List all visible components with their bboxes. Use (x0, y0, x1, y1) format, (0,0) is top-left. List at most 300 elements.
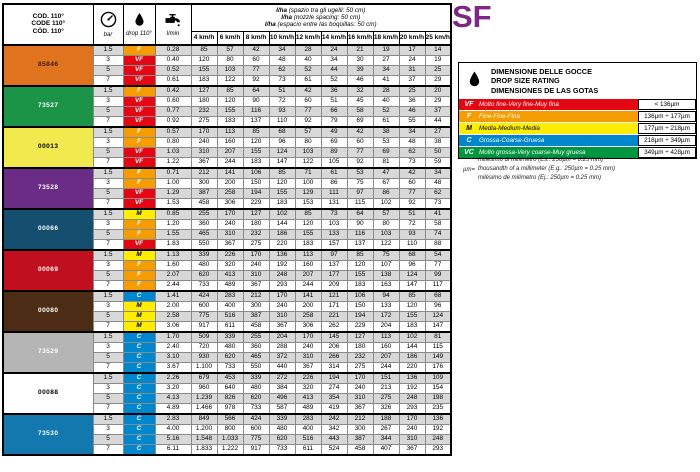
lha-value-cell: 14 (425, 45, 451, 56)
pressure-bar-cell: 5 (93, 230, 123, 240)
nozzle-code-cell: 73529 (3, 332, 93, 373)
lha-value-cell: 19 (373, 45, 399, 56)
lha-value-cell: 1.833 (191, 445, 217, 456)
lha-value-cell: 1.100 (191, 363, 217, 374)
speed-column-header: 10 km/h (269, 32, 295, 46)
lha-value-cell: 94 (373, 291, 399, 302)
lha-value-cell: 19 (425, 56, 451, 66)
lha-value-cell: 25 (399, 86, 425, 97)
lha-value-cell: 339 (217, 332, 243, 343)
lha-value-cell: 509 (191, 332, 217, 343)
lha-value-cell: 258 (295, 312, 321, 322)
lha-value-cell: 240 (217, 220, 243, 230)
lha-value-cell: 372 (269, 353, 295, 363)
lha-value-cell: 120 (295, 220, 321, 230)
lha-value-cell: 194 (243, 189, 269, 199)
lha-value-cell: 360 (243, 343, 269, 353)
flow-lmin-cell: 1.41 (155, 291, 191, 302)
lha-value-cell: 53 (347, 168, 373, 179)
table-row (3, 332, 451, 343)
lha-value-cell: 232 (191, 107, 217, 117)
lha-value-cell: 620 (269, 435, 295, 445)
lha-value-cell: 57 (373, 209, 399, 220)
drop-rating-cell: F (123, 281, 155, 292)
lha-value-cell: 96 (399, 261, 425, 271)
drop-rating-cell: F (123, 230, 155, 240)
lha-value-cell: 115 (347, 199, 373, 210)
lha-value-cell: 93 (269, 107, 295, 117)
table-row (3, 86, 451, 97)
lha-value-cell: 57 (295, 127, 321, 138)
lha-value-cell: 232 (347, 353, 373, 363)
lha-value-cell: 244 (295, 281, 321, 292)
legend-rows (459, 98, 696, 158)
lha-value-cell: 272 (269, 373, 295, 384)
flow-column-header (155, 4, 191, 45)
lha-value-cell: 61 (295, 76, 321, 87)
drop-rating-cell: C (123, 363, 155, 374)
lha-value-cell: 255 (191, 209, 217, 220)
flow-lmin-cell: 0.92 (155, 117, 191, 128)
lha-value-cell: 458 (191, 199, 217, 210)
lha-value-cell: 207 (217, 148, 243, 158)
lha-value-cell: 24 (399, 56, 425, 66)
lha-value-cell: 27 (425, 127, 451, 138)
lha-value-cell: 170 (191, 127, 217, 138)
lha-value-cell: 61 (321, 168, 347, 179)
flow-lmin-cell: 1.70 (155, 332, 191, 343)
drop-rating-cell: VF (123, 199, 155, 210)
lha-value-cell: 42 (347, 127, 373, 138)
lha-value-cell: 127 (243, 209, 269, 220)
water-drop-icon (467, 70, 482, 93)
lha-value-cell: 124 (269, 148, 295, 158)
flow-lmin-cell: 0.80 (155, 138, 191, 148)
lha-value-cell: 310 (269, 312, 295, 322)
lha-value-cell: 59 (425, 158, 451, 169)
lha-value-cell: 314 (321, 363, 347, 374)
lha-value-cell: 275 (347, 363, 373, 374)
lha-value-cell: 102 (269, 209, 295, 220)
drop-size-code: M (466, 125, 472, 133)
drop-size-label: Fine-Fine-Fina (479, 113, 520, 121)
lha-value-cell: 240 (295, 343, 321, 353)
lha-value-cell: 207 (373, 353, 399, 363)
lha-value-cell: 326 (373, 404, 399, 415)
lha-value-cell: 60 (347, 138, 373, 148)
nozzle-code-cell: 00069 (3, 250, 93, 291)
pressure-bar-cell: 7 (93, 76, 123, 87)
pressure-gauge-icon (100, 23, 117, 30)
legend-title-line: DIMENSIONES DE LAS GOTAS (491, 85, 599, 95)
drop-size-label: Molto grossa-Very coarse-Muy gruesa (479, 149, 586, 157)
lha-value-cell: 240 (399, 425, 425, 435)
speed-column-header: 25 km/h (425, 32, 451, 46)
lha-value-cell: 36 (399, 97, 425, 107)
lha-value-cell: 775 (243, 435, 269, 445)
lha-value-cell: 849 (191, 414, 217, 425)
pressure-bar-cell: 3 (93, 343, 123, 353)
lha-value-cell: 147 (269, 158, 295, 169)
lha-value-cell: 600 (243, 425, 269, 435)
pressure-bar-cell: 7 (93, 404, 123, 415)
lha-value-cell: 138 (373, 271, 399, 281)
lha-value-cell: 930 (191, 353, 217, 363)
lha-value-cell: 77 (243, 66, 269, 76)
speed-column-header: 14 km/h (321, 32, 347, 46)
lha-value-cell: 248 (399, 394, 425, 404)
drop-rating-cell: F (123, 138, 155, 148)
lha-value-cell: 58 (425, 220, 451, 230)
table-row (3, 373, 451, 384)
lha-value-cell: 79 (321, 117, 347, 128)
flow-lmin-cell: 3.67 (155, 363, 191, 374)
lha-value-cell: 34 (373, 66, 399, 76)
lha-value-cell: 226 (295, 373, 321, 384)
lha-value-cell: 516 (217, 312, 243, 322)
pressure-bar-cell: 3 (93, 179, 123, 189)
lha-value-cell: 194 (347, 312, 373, 322)
lha-value-cell: 66 (321, 107, 347, 117)
code-header-line: CÓD. 110° (32, 27, 64, 35)
pressure-bar-cell: 3 (93, 261, 123, 271)
lha-value-cell: 1.033 (217, 435, 243, 445)
lha-value-cell: 300 (243, 302, 269, 312)
lha-value-cell: 826 (217, 394, 243, 404)
lha-value-cell: 192 (399, 384, 425, 394)
lha-value-cell: 73 (425, 199, 451, 210)
lha-value-cell: 155 (191, 66, 217, 76)
legend-title (459, 63, 696, 98)
lha-value-cell: 1.466 (191, 404, 217, 415)
flow-lmin-cell: 4.00 (155, 425, 191, 435)
lha-value-cell: 465 (191, 230, 217, 240)
drop-rating-cell: VF (123, 97, 155, 107)
lha-value-cell: 61 (373, 117, 399, 128)
lha-value-cell: 149 (425, 353, 451, 363)
lha-value-cell: 69 (347, 117, 373, 128)
lha-value-cell: 141 (295, 291, 321, 302)
lha-value-cell: 489 (217, 281, 243, 292)
lha-value-cell: 640 (217, 384, 243, 394)
lha-value-cell: 226 (217, 250, 243, 261)
lha-header-line: l/ha (spazio tra gli ugelli: 50 cm) (276, 6, 366, 14)
speed-column-header: 18 km/h (373, 32, 399, 46)
lha-value-cell: 32 (347, 86, 373, 97)
lha-value-cell: 155 (269, 189, 295, 199)
lha-value-cell: 283 (217, 291, 243, 302)
lha-value-cell: 775 (191, 312, 217, 322)
lha-value-cell: 248 (269, 271, 295, 281)
lha-value-cell: 258 (217, 189, 243, 199)
lha-value-cell: 69 (321, 138, 347, 148)
lha-value-cell: 97 (321, 250, 347, 261)
lha-value-cell: 28 (295, 45, 321, 56)
pressure-bar-cell: 7 (93, 158, 123, 169)
lha-value-cell: 120 (347, 261, 373, 271)
lha-value-cell: 440 (269, 363, 295, 374)
drop-size-row (459, 98, 696, 110)
lha-value-cell: 96 (269, 138, 295, 148)
pressure-bar-cell: 3 (93, 384, 123, 394)
lha-value-cell: 339 (191, 250, 217, 261)
lha-value-cell: 183 (243, 158, 269, 169)
lha-value-cell: 113 (217, 127, 243, 138)
lha-value-cell: 58 (347, 107, 373, 117)
lha-value-cell: 1.239 (191, 394, 217, 404)
drop-size-range: < 136µm (638, 99, 696, 110)
nozzle-table-body (3, 45, 451, 455)
lha-value-cell: 41 (373, 76, 399, 87)
lha-value-cell: 221 (321, 312, 347, 322)
lha-value-cell: 566 (217, 414, 243, 425)
lha-value-cell: 73 (269, 76, 295, 87)
lha-value-cell: 248 (425, 435, 451, 445)
lha-value-cell: 293 (269, 281, 295, 292)
drop-rating-cell: C (123, 404, 155, 415)
drop-size-code: C (466, 137, 472, 145)
lha-value-cell: 145 (321, 332, 347, 343)
lha-value-cell: 220 (269, 240, 295, 251)
lha-value-cell: 116 (243, 107, 269, 117)
lha-value-cell: 72 (399, 220, 425, 230)
lha-value-cell: 80 (295, 138, 321, 148)
table-row (3, 291, 451, 302)
lha-value-cell: 155 (347, 271, 373, 281)
lha-value-cell: 127 (347, 332, 373, 343)
lha-value-cell: 204 (269, 332, 295, 343)
pressure-bar-cell: 5 (93, 66, 123, 76)
lha-value-cell: 180 (347, 343, 373, 353)
lha-value-cell: 34 (269, 45, 295, 56)
pressure-bar-cell: 5 (93, 312, 123, 322)
lha-value-cell: 213 (373, 384, 399, 394)
lha-value-cell: 275 (243, 240, 269, 251)
lha-value-cell: 110 (399, 240, 425, 251)
lha-header-line: l/ha (nozzle spacing: 50 cm) (281, 13, 361, 21)
nozzle-flow-table (2, 3, 452, 456)
lha-value-cell: 413 (217, 271, 243, 281)
lha-value-cell: 24 (321, 45, 347, 56)
lha-value-cell: 550 (243, 363, 269, 374)
lha-value-cell: 240 (347, 384, 373, 394)
flow-lmin-cell: 5.16 (155, 435, 191, 445)
flow-lmin-cell: 0.28 (155, 45, 191, 56)
drop-size-label: Molto fine-Very fine-Muy fina (479, 101, 559, 109)
pressure-bar-cell: 5 (93, 353, 123, 363)
lha-value-cell: 170 (347, 373, 373, 384)
lha-value-cell: 300 (347, 425, 373, 435)
lha-value-cell: 64 (347, 209, 373, 220)
lha-value-cell: 92 (399, 199, 425, 210)
lha-value-cell: 144 (269, 220, 295, 230)
lha-value-cell: 85 (399, 291, 425, 302)
lha-value-cell: 960 (191, 384, 217, 394)
lha-value-cell: 310 (295, 353, 321, 363)
lha-value-cell: 41 (425, 209, 451, 220)
lha-value-cell: 113 (373, 332, 399, 343)
drop-rating-cell: F (123, 127, 155, 138)
lha-value-cell: 274 (321, 384, 347, 394)
drop-rating-cell: M (123, 312, 155, 322)
lha-value-cell: 17 (399, 45, 425, 56)
lha-value-cell: 34 (425, 168, 451, 179)
lha-value-cell: 127 (191, 86, 217, 97)
lha-value-cell: 620 (191, 271, 217, 281)
speed-column-header: 16 km/h (347, 32, 373, 46)
lha-value-cell: 206 (321, 343, 347, 353)
drop-size-range: 218µm ÷ 349µm (638, 135, 696, 146)
table-row (3, 209, 451, 220)
lha-value-cell: 144 (399, 343, 425, 353)
lha-value-cell: 917 (243, 445, 269, 456)
lha-value-cell: 86 (373, 189, 399, 199)
lha-value-cell: 320 (295, 384, 321, 394)
lha-value-cell: 367 (399, 445, 425, 456)
flow-lmin-cell: 1.60 (155, 261, 191, 271)
lha-value-cell: 85 (243, 127, 269, 138)
nozzle-code-cell: 00066 (3, 209, 93, 250)
drop-size-code: VC (464, 149, 474, 157)
lha-value-cell: 387 (191, 189, 217, 199)
drop-rating-cell: VF (123, 66, 155, 76)
lha-value-cell: 75 (373, 250, 399, 261)
lha-value-cell: 186 (399, 353, 425, 363)
lha-value-cell: 133 (321, 230, 347, 240)
lha-value-cell: 620 (217, 353, 243, 363)
flow-lmin-cell: 3.06 (155, 322, 191, 333)
pressure-bar-cell: 5 (93, 107, 123, 117)
drop-size-code: VF (464, 101, 474, 109)
lha-value-cell: 36 (321, 86, 347, 97)
lha-value-cell: 200 (295, 302, 321, 312)
lha-value-cell: 170 (243, 250, 269, 261)
lha-value-cell: 413 (295, 394, 321, 404)
lha-value-cell: 37 (399, 76, 425, 87)
lha-value-cell: 75 (347, 179, 373, 189)
pressure-column-header (93, 4, 123, 45)
drop-size-legend (458, 62, 697, 159)
lha-value-cell: 109 (425, 373, 451, 384)
lha-value-cell: 40 (295, 56, 321, 66)
lha-value-cell: 160 (217, 138, 243, 148)
drop-rating-cell: C (123, 384, 155, 394)
flow-lmin-cell: 0.77 (155, 107, 191, 117)
lha-value-cell: 136 (425, 414, 451, 425)
lha-value-cell: 339 (269, 414, 295, 425)
pressure-bar-cell: 3 (93, 220, 123, 230)
lha-value-cell: 180 (191, 97, 217, 107)
lha-value-cell: 192 (269, 261, 295, 271)
drop-size-label: Media-Medium-Media (479, 125, 540, 133)
flow-lmin-cell: 4.89 (155, 404, 191, 415)
lha-value-cell: 62 (269, 66, 295, 76)
lha-value-cell: 480 (243, 384, 269, 394)
lha-value-cell: 85 (295, 209, 321, 220)
flow-lmin-cell: 1.29 (155, 189, 191, 199)
nozzle-code-cell: 00080 (3, 291, 93, 332)
lha-value-cell: 275 (191, 117, 217, 128)
drop-size-code: F (466, 113, 472, 121)
flow-lmin-cell: 2.58 (155, 312, 191, 322)
pressure-bar-cell: 5 (93, 148, 123, 158)
nozzle-code-cell: 00013 (3, 127, 93, 168)
lha-value-cell: 288 (269, 343, 295, 353)
lha-value-cell: 266 (321, 353, 347, 363)
lha-value-cell: 360 (191, 220, 217, 230)
lha-value-cell: 480 (191, 261, 217, 271)
lha-value-cell: 120 (269, 179, 295, 189)
lha-value-cell: 49 (321, 127, 347, 138)
lha-value-cell: 67 (373, 179, 399, 189)
drop-rating-cell: F (123, 45, 155, 56)
lha-value-cell: 74 (425, 230, 451, 240)
lha-value-cell: 133 (373, 302, 399, 312)
lha-value-cell: 733 (269, 445, 295, 456)
lha-value-cell: 1.222 (217, 445, 243, 456)
lha-value-cell: 387 (243, 312, 269, 322)
sf-logo: SF (452, 0, 492, 34)
flow-lmin-cell: 0.52 (155, 66, 191, 76)
lha-group-header (191, 4, 451, 32)
drop-rating-cell: VF (123, 240, 155, 251)
lha-value-cell: 367 (217, 240, 243, 251)
lha-value-cell: 90 (243, 97, 269, 107)
lha-value-cell: 47 (373, 168, 399, 179)
pressure-bar-cell: 7 (93, 322, 123, 333)
flow-lmin-cell: 0.42 (155, 86, 191, 97)
lha-value-cell: 68 (399, 250, 425, 261)
speed-column-header: 6 km/h (217, 32, 243, 46)
drop-size-range: 349µm ÷ 428µm (638, 147, 696, 158)
lha-value-cell: 96 (425, 302, 451, 312)
lha-value-cell: 64 (243, 86, 269, 97)
lha-value-cell: 212 (243, 291, 269, 302)
code-header-line: COD. 110° (32, 12, 64, 20)
drop-rating-cell: M (123, 250, 155, 261)
lha-value-cell: 81 (373, 158, 399, 169)
lha-value-cell: 99 (425, 271, 451, 281)
pressure-bar-cell: 5 (93, 189, 123, 199)
lha-value-cell: 424 (191, 291, 217, 302)
drop-rating-cell: F (123, 261, 155, 271)
lha-value-cell: 48 (425, 179, 451, 189)
lha-value-cell: 183 (347, 281, 373, 292)
lha-value-cell: 117 (425, 281, 451, 292)
flow-lmin-cell: 3.10 (155, 353, 191, 363)
lha-value-cell: 151 (373, 373, 399, 384)
lha-value-cell: 92 (347, 158, 373, 169)
drop-rating-cell: M (123, 302, 155, 312)
lha-value-cell: 147 (425, 322, 451, 333)
lha-value-cell: 81 (425, 332, 451, 343)
lha-value-cell: 136 (399, 373, 425, 384)
footnote-line: thousandth of a millimeter (E.g.: 250µm = 0.25 mm) (477, 166, 615, 172)
lha-value-cell: 204 (373, 322, 399, 333)
lha-value-cell: 68 (425, 291, 451, 302)
lha-value-cell: 229 (243, 199, 269, 210)
drop-size-range: 136µm ÷ 177µm (638, 111, 696, 122)
pressure-bar-cell: 3 (93, 425, 123, 435)
lha-value-cell: 235 (425, 404, 451, 415)
lha-value-cell: 60 (243, 56, 269, 66)
lha-value-cell: 72 (269, 97, 295, 107)
lha-value-cell: 31 (399, 66, 425, 76)
lha-value-cell: 57 (217, 45, 243, 56)
flow-lmin-cell: 0.40 (155, 56, 191, 66)
lha-value-cell: 209 (321, 281, 347, 292)
lha-value-cell: 52 (321, 76, 347, 87)
